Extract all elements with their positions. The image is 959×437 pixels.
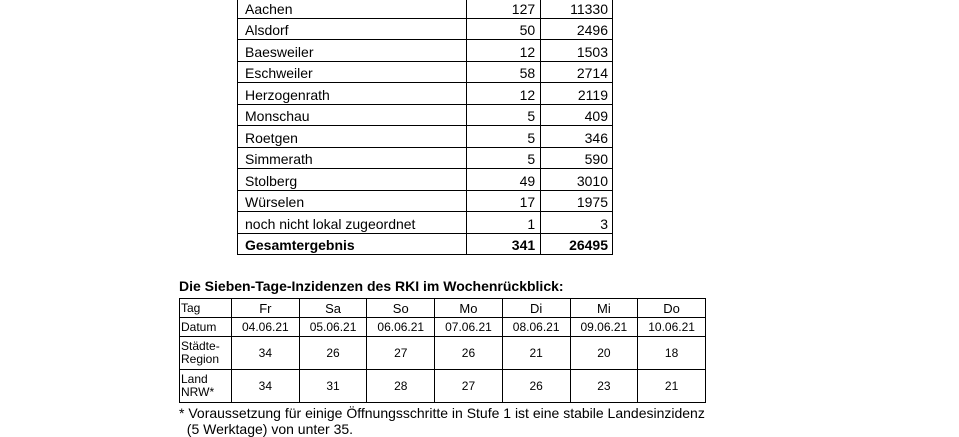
- footnote-line: (5 Werktage) von unter 35.: [179, 421, 354, 437]
- label-line: Region: [181, 352, 220, 366]
- municipality-cell: Alsdorf: [238, 18, 467, 40]
- date-cell: 07.06.21: [435, 318, 503, 337]
- cases-table: [237, 0, 613, 255]
- value-cell: 21: [638, 370, 706, 403]
- row-label-staedteregion: [180, 337, 232, 370]
- footnote-line: * Voraussetzung für einige Öffnungsschritte in Stufe 1 ist eine stabile Landesinzidenz: [179, 405, 705, 421]
- active-cases-cell: 12: [467, 83, 541, 105]
- label-line: Städte-: [181, 339, 220, 353]
- total-row: [238, 233, 613, 255]
- value-cell: 28: [367, 370, 435, 403]
- value-cell: 27: [435, 370, 503, 403]
- incidence-row-days: [180, 299, 706, 318]
- footnote: [179, 405, 779, 437]
- total-cases-cell: 26495: [541, 233, 613, 255]
- municipality-cell: noch nicht lokal zugeordnet: [238, 212, 467, 234]
- value-cell: 26: [299, 337, 367, 370]
- row-label-datum: Datum: [180, 318, 232, 337]
- municipality-cell: Baesweiler: [238, 40, 467, 62]
- active-cases-cell: 58: [467, 61, 541, 83]
- table-row: [238, 104, 613, 126]
- date-cell: 06.06.21: [367, 318, 435, 337]
- table-row: [238, 169, 613, 191]
- day-cell: Sa: [299, 299, 367, 318]
- municipality-cell: Roetgen: [238, 126, 467, 148]
- value-cell: 31: [299, 370, 367, 403]
- total-cases-cell: 2714: [541, 61, 613, 83]
- active-cases-cell: 341: [467, 233, 541, 255]
- day-cell: So: [367, 299, 435, 318]
- value-cell: 23: [570, 370, 638, 403]
- municipality-cell: Monschau: [238, 104, 467, 126]
- incidence-row-dates: [180, 318, 706, 337]
- table-row: [238, 18, 613, 40]
- value-cell: 21: [502, 337, 570, 370]
- table-row: [238, 212, 613, 234]
- value-cell: 18: [638, 337, 706, 370]
- active-cases-cell: 49: [467, 169, 541, 191]
- active-cases-cell: 1: [467, 212, 541, 234]
- day-cell: Mo: [435, 299, 503, 318]
- total-cases-cell: 346: [541, 126, 613, 148]
- total-cases-cell: 2496: [541, 18, 613, 40]
- table-row: [238, 190, 613, 212]
- active-cases-cell: 12: [467, 40, 541, 62]
- table-row: [238, 61, 613, 83]
- active-cases-cell: 127: [467, 0, 541, 18]
- date-cell: 09.06.21: [570, 318, 638, 337]
- municipality-cell: Stolberg: [238, 169, 467, 191]
- municipality-cell: Gesamtergebnis: [238, 233, 467, 255]
- value-cell: 34: [232, 370, 300, 403]
- municipality-cell: Simmerath: [238, 147, 467, 169]
- total-cases-cell: 11330: [541, 0, 613, 18]
- active-cases-cell: 5: [467, 147, 541, 169]
- date-cell: 10.06.21: [638, 318, 706, 337]
- municipality-cell: Herzogenrath: [238, 83, 467, 105]
- total-cases-cell: 3010: [541, 169, 613, 191]
- incidence-table: [179, 298, 706, 403]
- incidence-title: Die Sieben-Tage-Inzidenzen des RKI im Wochenrückblick:: [179, 278, 564, 294]
- table-row: [238, 0, 613, 18]
- table-row: [238, 147, 613, 169]
- municipality-cell: Aachen: [238, 0, 467, 18]
- table-row: [238, 40, 613, 62]
- date-cell: 04.06.21: [232, 318, 300, 337]
- day-cell: Mi: [570, 299, 638, 318]
- label-line: NRW*: [181, 385, 215, 399]
- table-row: [238, 126, 613, 148]
- date-cell: 08.06.21: [502, 318, 570, 337]
- day-cell: Di: [502, 299, 570, 318]
- value-cell: 26: [502, 370, 570, 403]
- active-cases-cell: 50: [467, 18, 541, 40]
- incidence-row-nrw: [180, 370, 706, 403]
- date-cell: 05.06.21: [299, 318, 367, 337]
- total-cases-cell: 3: [541, 212, 613, 234]
- active-cases-cell: 17: [467, 190, 541, 212]
- municipality-cell: Eschweiler: [238, 61, 467, 83]
- day-cell: Fr: [232, 299, 300, 318]
- value-cell: 27: [367, 337, 435, 370]
- value-cell: 20: [570, 337, 638, 370]
- value-cell: 34: [232, 337, 300, 370]
- row-label-tag: Tag: [180, 299, 232, 318]
- active-cases-cell: 5: [467, 126, 541, 148]
- value-cell: 26: [435, 337, 503, 370]
- total-cases-cell: 1503: [541, 40, 613, 62]
- row-label-nrw: [180, 370, 232, 403]
- incidence-row-staedteregion: [180, 337, 706, 370]
- day-cell: Do: [638, 299, 706, 318]
- total-cases-cell: 2119: [541, 83, 613, 105]
- active-cases-cell: 5: [467, 104, 541, 126]
- municipality-cell: Würselen: [238, 190, 467, 212]
- table-row: [238, 83, 613, 105]
- label-line: Land: [181, 372, 208, 386]
- total-cases-cell: 590: [541, 147, 613, 169]
- total-cases-cell: 409: [541, 104, 613, 126]
- total-cases-cell: 1975: [541, 190, 613, 212]
